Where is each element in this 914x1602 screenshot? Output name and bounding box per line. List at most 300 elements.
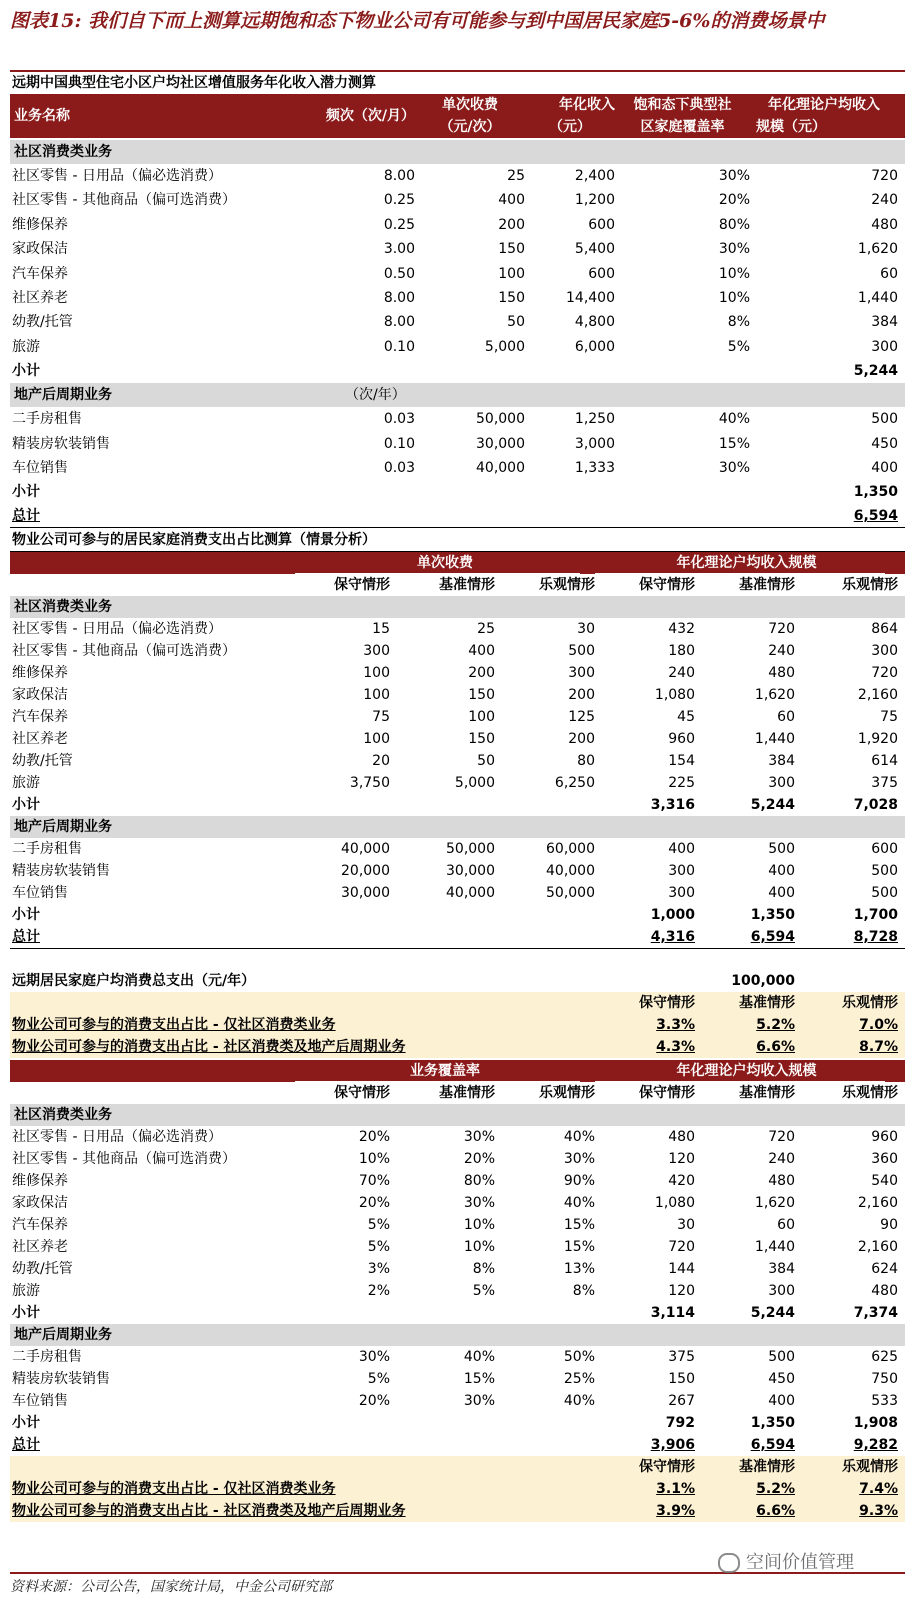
table-cell: 3,000 xyxy=(574,435,615,452)
share-value: 8.7% xyxy=(859,1039,898,1055)
table-cell: 500 xyxy=(768,841,795,857)
category-label: 社区消费类业务 xyxy=(14,144,112,160)
table-cell: 60,000 xyxy=(546,841,595,857)
table-cell: 15% xyxy=(718,435,750,452)
table-cell: 720 xyxy=(768,1129,795,1145)
table-cell: 1,080 xyxy=(654,687,695,703)
table-cell: 30% xyxy=(463,1129,495,1145)
table-cell: 40% xyxy=(463,1349,495,1365)
table-cell: 300 xyxy=(871,643,898,659)
table-cell: 1,920 xyxy=(857,731,898,747)
table-cell: 420 xyxy=(668,1173,695,1189)
total-value: 6,594 xyxy=(750,1437,795,1453)
table-cell: 家政保洁 xyxy=(12,241,68,258)
table-row xyxy=(10,237,905,261)
total-value: 4,316 xyxy=(650,929,695,945)
subtotal-value: 7,374 xyxy=(853,1305,898,1321)
table-cell: 2% xyxy=(367,1283,390,1299)
table-cell: 10% xyxy=(718,290,750,306)
table-row xyxy=(10,1258,905,1280)
table-cell: 150 xyxy=(498,290,525,306)
table-row xyxy=(10,706,905,728)
table-cell: 20% xyxy=(358,1195,390,1211)
table-cell: 240 xyxy=(768,1151,795,1167)
table-row xyxy=(10,1346,905,1368)
table-cell: 480 xyxy=(871,1283,898,1299)
table-row xyxy=(10,1126,905,1148)
table-cell: 40,000 xyxy=(341,841,390,857)
table-cell: 5,400 xyxy=(574,241,615,258)
share-label: 物业公司可参与的消费支出占比 - 社区消费类及地产后周期业务 xyxy=(12,1039,406,1055)
table-cell: 50% xyxy=(563,1349,595,1365)
table-cell: 0.25 xyxy=(383,216,415,233)
table-cell: 267 xyxy=(668,1393,695,1409)
table-cell: 70% xyxy=(358,1173,390,1189)
table-cell: 精装房软装销售 xyxy=(12,435,110,452)
scenario-label: 保守情形 xyxy=(639,1085,695,1101)
watermark-text: 空间价值管理 xyxy=(746,1552,854,1573)
table-cell: 720 xyxy=(768,621,795,637)
table1-title: 远期中国典型住宅小区户均社区增值服务年化收入潜力测算 xyxy=(12,75,376,91)
table-cell: 1,620 xyxy=(857,241,898,258)
table-cell: 144 xyxy=(668,1261,695,1277)
table-row xyxy=(10,1368,905,1390)
header-coverage: 饱和态下典型社 xyxy=(633,97,732,113)
table-cell: 100 xyxy=(363,687,390,703)
table-cell: 720 xyxy=(871,665,898,681)
table-cell: 40,000 xyxy=(546,863,595,879)
table-cell: 40,000 xyxy=(446,885,495,901)
table-cell: 30 xyxy=(577,621,595,637)
spend-row xyxy=(10,970,905,992)
table-cell: 家政保洁 xyxy=(12,1195,68,1211)
table-row xyxy=(10,640,905,662)
table-cell: 480 xyxy=(768,1173,795,1189)
table-cell: 4,800 xyxy=(574,314,615,331)
table-cell: 300 xyxy=(768,775,795,791)
table-cell: 0.50 xyxy=(383,265,415,282)
table-cell: 10% xyxy=(463,1239,495,1255)
table-cell: 80% xyxy=(718,216,750,233)
table-row xyxy=(10,662,905,684)
scenario-label: 保守情形 xyxy=(334,1085,390,1101)
table-cell: 20% xyxy=(718,192,750,209)
table-cell: 1,080 xyxy=(654,1195,695,1211)
group-header-left: 业务覆盖率 xyxy=(410,1063,480,1079)
table-cell: 75 xyxy=(880,709,898,725)
scenario-label: 保守情形 xyxy=(334,577,390,593)
total-label: 总计 xyxy=(12,929,40,945)
table-row xyxy=(10,1236,905,1258)
category-label: 地产后周期业务 xyxy=(14,387,112,404)
share-label: 物业公司可参与的消费支出占比 - 仅社区消费类业务 xyxy=(12,1481,336,1497)
scenario-label: 乐观情形 xyxy=(842,995,898,1011)
share-value: 9.3% xyxy=(859,1503,898,1519)
scenario-label: 基准情形 xyxy=(739,995,795,1011)
table-cell: 汽车保养 xyxy=(12,1217,68,1233)
table-cell: 0.10 xyxy=(383,338,415,355)
table-cell: 100 xyxy=(498,265,525,282)
table-row xyxy=(10,432,905,456)
category-label: 地产后周期业务 xyxy=(14,819,112,835)
table-cell: 60 xyxy=(777,1217,795,1233)
table-cell: 400 xyxy=(468,643,495,659)
table-cell: 40% xyxy=(718,411,750,428)
table-cell: 8.00 xyxy=(383,168,415,184)
subtotal-value: 1,908 xyxy=(853,1415,898,1431)
table-cell: 30% xyxy=(718,241,750,258)
table3-share1 xyxy=(10,1478,905,1500)
table-cell: 240 xyxy=(668,665,695,681)
table-cell: 10% xyxy=(718,265,750,282)
table-cell: 480 xyxy=(668,1129,695,1145)
table-cell: 375 xyxy=(871,775,898,791)
scenario-label: 基准情形 xyxy=(739,1459,795,1475)
spend-label: 远期居民家庭户均消费总支出（元/年） xyxy=(12,973,256,989)
table-cell: 300 xyxy=(568,665,595,681)
table2-category-property xyxy=(10,816,905,838)
table-row xyxy=(10,684,905,706)
table-cell: 25% xyxy=(563,1371,595,1387)
table-cell: 6,000 xyxy=(574,338,615,355)
scenario-label: 乐观情形 xyxy=(842,577,898,593)
table-cell: 社区养老 xyxy=(12,1239,68,1255)
table-cell: 400 xyxy=(498,192,525,209)
table-row xyxy=(10,1280,905,1302)
table3-share2 xyxy=(10,1500,905,1522)
table-cell: 200 xyxy=(498,216,525,233)
table-cell: 维修保养 xyxy=(12,1173,68,1189)
table-cell: 100 xyxy=(363,731,390,747)
table-cell: 车位销售 xyxy=(12,885,68,901)
table2-share1 xyxy=(10,1014,905,1036)
subtotal-value: 1,350 xyxy=(750,1415,795,1431)
table-cell: 225 xyxy=(668,775,695,791)
source-note: 资料来源：公司公告，国家统计局，中金公司研究部 xyxy=(10,1579,332,1595)
table-cell: 30% xyxy=(563,1151,595,1167)
table-cell: 15% xyxy=(563,1217,595,1233)
table-cell: 2,160 xyxy=(857,687,898,703)
table-cell: 0.25 xyxy=(383,192,415,209)
table-row xyxy=(10,188,905,212)
share-value: 6.6% xyxy=(756,1503,795,1519)
subtotal-value: 5,244 xyxy=(853,363,898,380)
table-cell: 240 xyxy=(871,192,898,209)
table-cell: 540 xyxy=(871,1173,898,1189)
table-cell: 960 xyxy=(871,1129,898,1145)
table3-group-header xyxy=(10,1060,905,1082)
table-cell: 1,333 xyxy=(574,460,615,476)
table-cell: 300 xyxy=(768,1283,795,1299)
table2-subtotal-2 xyxy=(10,904,905,926)
table-cell: 720 xyxy=(871,168,898,184)
table-cell: 400 xyxy=(768,863,795,879)
table2-scenario-header xyxy=(10,574,905,596)
table-cell: 300 xyxy=(668,863,695,879)
total-label: 总计 xyxy=(12,1437,40,1453)
table-cell: 维修保养 xyxy=(12,216,68,233)
subtotal-value: 3,316 xyxy=(650,797,695,813)
table-cell: 50 xyxy=(507,314,525,331)
subtotal-value: 7,028 xyxy=(853,797,898,813)
table-cell: 0.03 xyxy=(383,411,415,428)
header-frequency: 频次（次/月） xyxy=(325,108,415,124)
table-cell: 5,000 xyxy=(484,338,525,355)
total-value: 8,728 xyxy=(853,929,898,945)
table-cell: 150 xyxy=(668,1371,695,1387)
table-cell: 40% xyxy=(563,1195,595,1211)
header-annual-income-unit: （元） xyxy=(549,119,591,135)
share-value: 6.6% xyxy=(756,1039,795,1055)
table1-total xyxy=(10,504,905,528)
table-cell: 125 xyxy=(568,709,595,725)
subtotal-value: 792 xyxy=(665,1415,695,1431)
table-cell: 精装房软装销售 xyxy=(12,1371,110,1387)
subtotal-value: 1,000 xyxy=(650,907,695,923)
table-row xyxy=(10,286,905,310)
category-unit: （次/年） xyxy=(345,387,406,404)
table-cell: 2,400 xyxy=(574,168,615,184)
table-row xyxy=(10,838,905,860)
share-value: 5.2% xyxy=(756,1017,795,1033)
table1-category-property xyxy=(10,383,905,407)
table-cell: 14,400 xyxy=(566,290,615,306)
table-cell: 30% xyxy=(358,1349,390,1365)
table-cell: 450 xyxy=(871,435,898,452)
table-cell: 0.10 xyxy=(383,435,415,452)
table-cell: 200 xyxy=(468,665,495,681)
table-cell: 500 xyxy=(871,863,898,879)
table-cell: 384 xyxy=(768,753,795,769)
table-cell: 150 xyxy=(498,241,525,258)
table3-total xyxy=(10,1434,905,1456)
table-cell: 社区零售 - 日用品（偏必选消费） xyxy=(12,1129,222,1145)
group-header-left: 单次收费 xyxy=(417,555,473,571)
table-cell: 13% xyxy=(563,1261,595,1277)
scenario-label: 基准情形 xyxy=(739,1085,795,1101)
table-cell: 50,000 xyxy=(546,885,595,901)
table-cell: 500 xyxy=(768,1349,795,1365)
scenario-label: 乐观情形 xyxy=(539,1085,595,1101)
table-row xyxy=(10,310,905,334)
table-cell: 汽车保养 xyxy=(12,265,68,282)
table3-scenario-header xyxy=(10,1082,905,1104)
table-row xyxy=(10,750,905,772)
table-cell: 50,000 xyxy=(446,841,495,857)
table1-subtotal-2 xyxy=(10,480,905,504)
group-header-right: 年化理论户均收入规模 xyxy=(676,555,817,571)
table-cell: 1,250 xyxy=(574,411,615,428)
table-cell: 30,000 xyxy=(341,885,390,901)
table-row xyxy=(10,1170,905,1192)
table-cell: 720 xyxy=(668,1239,695,1255)
table-row xyxy=(10,860,905,882)
share-value: 3.3% xyxy=(656,1017,695,1033)
table-cell: 20% xyxy=(358,1393,390,1409)
share-value: 3.9% xyxy=(656,1503,695,1519)
table-cell: 45 xyxy=(677,709,695,725)
table-cell: 3.00 xyxy=(383,241,415,258)
table-cell: 150 xyxy=(468,687,495,703)
subtotal-label: 小计 xyxy=(12,797,40,813)
table-row xyxy=(10,262,905,286)
table3-category-property xyxy=(10,1324,905,1346)
table-cell: 15 xyxy=(372,621,390,637)
table-cell: 100 xyxy=(363,665,390,681)
subtotal-label: 小计 xyxy=(12,1415,40,1431)
table-cell: 30% xyxy=(718,460,750,476)
table-row xyxy=(10,1148,905,1170)
table-cell: 5% xyxy=(367,1217,390,1233)
table-row xyxy=(10,772,905,794)
table-cell: 500 xyxy=(871,411,898,428)
table-row xyxy=(10,407,905,431)
table-cell: 120 xyxy=(668,1151,695,1167)
share-value: 5.2% xyxy=(756,1481,795,1497)
table-cell: 精装房软装销售 xyxy=(12,863,110,879)
table-cell: 360 xyxy=(871,1151,898,1167)
table3-subtotal-1 xyxy=(10,1302,905,1324)
table-cell: 25 xyxy=(477,621,495,637)
watermark xyxy=(718,1548,854,1574)
table-cell: 15% xyxy=(463,1371,495,1387)
share-value: 7.4% xyxy=(859,1481,898,1497)
table1-header xyxy=(10,94,905,138)
table-cell: 二手房租售 xyxy=(12,411,82,428)
table-cell: 300 xyxy=(871,338,898,355)
table-cell: 6,250 xyxy=(554,775,595,791)
table-cell: 200 xyxy=(568,731,595,747)
subtotal-label: 小计 xyxy=(12,907,40,923)
scenario-label: 乐观情形 xyxy=(842,1085,898,1101)
table-cell: 8% xyxy=(572,1283,595,1299)
subtotal-value: 3,114 xyxy=(650,1305,695,1321)
share-label: 物业公司可参与的消费支出占比 - 仅社区消费类业务 xyxy=(12,1017,336,1033)
table-cell: 154 xyxy=(668,753,695,769)
table-cell: 614 xyxy=(871,753,898,769)
table-cell: 40,000 xyxy=(476,460,525,476)
table-cell: 480 xyxy=(871,216,898,233)
subtotal-label: 小计 xyxy=(12,1305,40,1321)
table-cell: 60 xyxy=(777,709,795,725)
header-unit-fee-unit: （元/次） xyxy=(439,119,501,135)
table-cell: 400 xyxy=(768,885,795,901)
table3-subtotal-2 xyxy=(10,1412,905,1434)
subtotal-value: 1,350 xyxy=(750,907,795,923)
table-cell: 20,000 xyxy=(341,863,390,879)
table-cell: 30% xyxy=(463,1195,495,1211)
scenario-label: 保守情形 xyxy=(639,995,695,1011)
table-cell: 30,000 xyxy=(446,863,495,879)
table-cell: 533 xyxy=(871,1393,898,1409)
table-cell: 400 xyxy=(768,1393,795,1409)
table-cell: 1,620 xyxy=(754,687,795,703)
table2-title: 物业公司可参与的居民家庭消费支出占比测算（情景分析） xyxy=(12,532,376,548)
subtotal-value: 5,244 xyxy=(750,797,795,813)
subtotal-value: 5,244 xyxy=(750,1305,795,1321)
category-label: 社区消费类业务 xyxy=(14,1107,112,1123)
table-cell: 60 xyxy=(880,265,898,282)
total-value: 6,594 xyxy=(853,508,898,525)
table-cell: 30% xyxy=(463,1393,495,1409)
table-row xyxy=(10,213,905,237)
table-cell: 2,160 xyxy=(857,1239,898,1255)
group-header-right: 年化理论户均收入规模 xyxy=(676,1063,817,1079)
table-cell: 40% xyxy=(563,1129,595,1145)
header-revenue: 年化理论户均收入 xyxy=(768,97,880,113)
table-cell: 400 xyxy=(668,841,695,857)
table2-subtotal-1 xyxy=(10,794,905,816)
table-cell: 30,000 xyxy=(476,435,525,452)
total-value: 3,906 xyxy=(650,1437,695,1453)
table2-share2 xyxy=(10,1036,905,1058)
table-cell: 600 xyxy=(588,265,615,282)
table-cell: 864 xyxy=(871,621,898,637)
table-cell: 5% xyxy=(367,1371,390,1387)
table-cell: 600 xyxy=(588,216,615,233)
table-cell: 幼教/托管 xyxy=(12,1261,73,1277)
table3-category-community xyxy=(10,1104,905,1126)
table-cell: 20% xyxy=(358,1129,390,1145)
share-label: 物业公司可参与的消费支出占比 - 社区消费类及地产后周期业务 xyxy=(12,1503,406,1519)
table-cell: 15% xyxy=(563,1239,595,1255)
table-cell: 25 xyxy=(507,168,525,184)
table1-heading xyxy=(10,72,905,94)
table-cell: 社区零售 - 其他商品（偏可选消费） xyxy=(12,1151,236,1167)
header-business-name: 业务名称 xyxy=(14,108,70,124)
table-cell: 8.00 xyxy=(383,314,415,331)
table-cell: 5% xyxy=(367,1239,390,1255)
scenario-label: 乐观情形 xyxy=(842,1459,898,1475)
table-cell: 120 xyxy=(668,1283,695,1299)
header-unit-fee: 单次收费 xyxy=(442,97,498,113)
scenario-label: 乐观情形 xyxy=(539,577,595,593)
table-cell: 5,000 xyxy=(454,775,495,791)
table3-share-header xyxy=(10,1456,905,1478)
table-row xyxy=(10,1214,905,1236)
table-cell: 8.00 xyxy=(383,290,415,306)
table-cell: 社区零售 - 日用品（偏必选消费） xyxy=(12,621,222,637)
table-cell: 90 xyxy=(880,1217,898,1233)
table-cell: 500 xyxy=(871,885,898,901)
scenario-label: 基准情形 xyxy=(439,1085,495,1101)
table-cell: 1,440 xyxy=(754,1239,795,1255)
table-cell: 90% xyxy=(563,1173,595,1189)
table-cell: 384 xyxy=(871,314,898,331)
table-cell: 960 xyxy=(668,731,695,747)
table-cell: 社区零售 - 日用品（偏必选消费） xyxy=(12,168,222,184)
table1-subtotal-1 xyxy=(10,359,905,383)
table1-category-community xyxy=(10,140,905,164)
share-value: 3.1% xyxy=(656,1481,695,1497)
table-cell: 30 xyxy=(677,1217,695,1233)
table-cell: 1,440 xyxy=(754,731,795,747)
scenario-label: 基准情形 xyxy=(739,577,795,593)
table-row xyxy=(10,164,905,188)
table-cell: 450 xyxy=(768,1371,795,1387)
category-label: 社区消费类业务 xyxy=(14,599,112,615)
table-cell: 80 xyxy=(577,753,595,769)
subtotal-label: 小计 xyxy=(12,484,40,501)
table-cell: 80% xyxy=(463,1173,495,1189)
table-cell: 维修保养 xyxy=(12,665,68,681)
table-cell: 幼教/托管 xyxy=(12,314,73,331)
table-cell: 500 xyxy=(568,643,595,659)
table-cell: 300 xyxy=(668,885,695,901)
table-cell: 2,160 xyxy=(857,1195,898,1211)
table-row xyxy=(10,618,905,640)
subtotal-label: 小计 xyxy=(12,363,40,380)
